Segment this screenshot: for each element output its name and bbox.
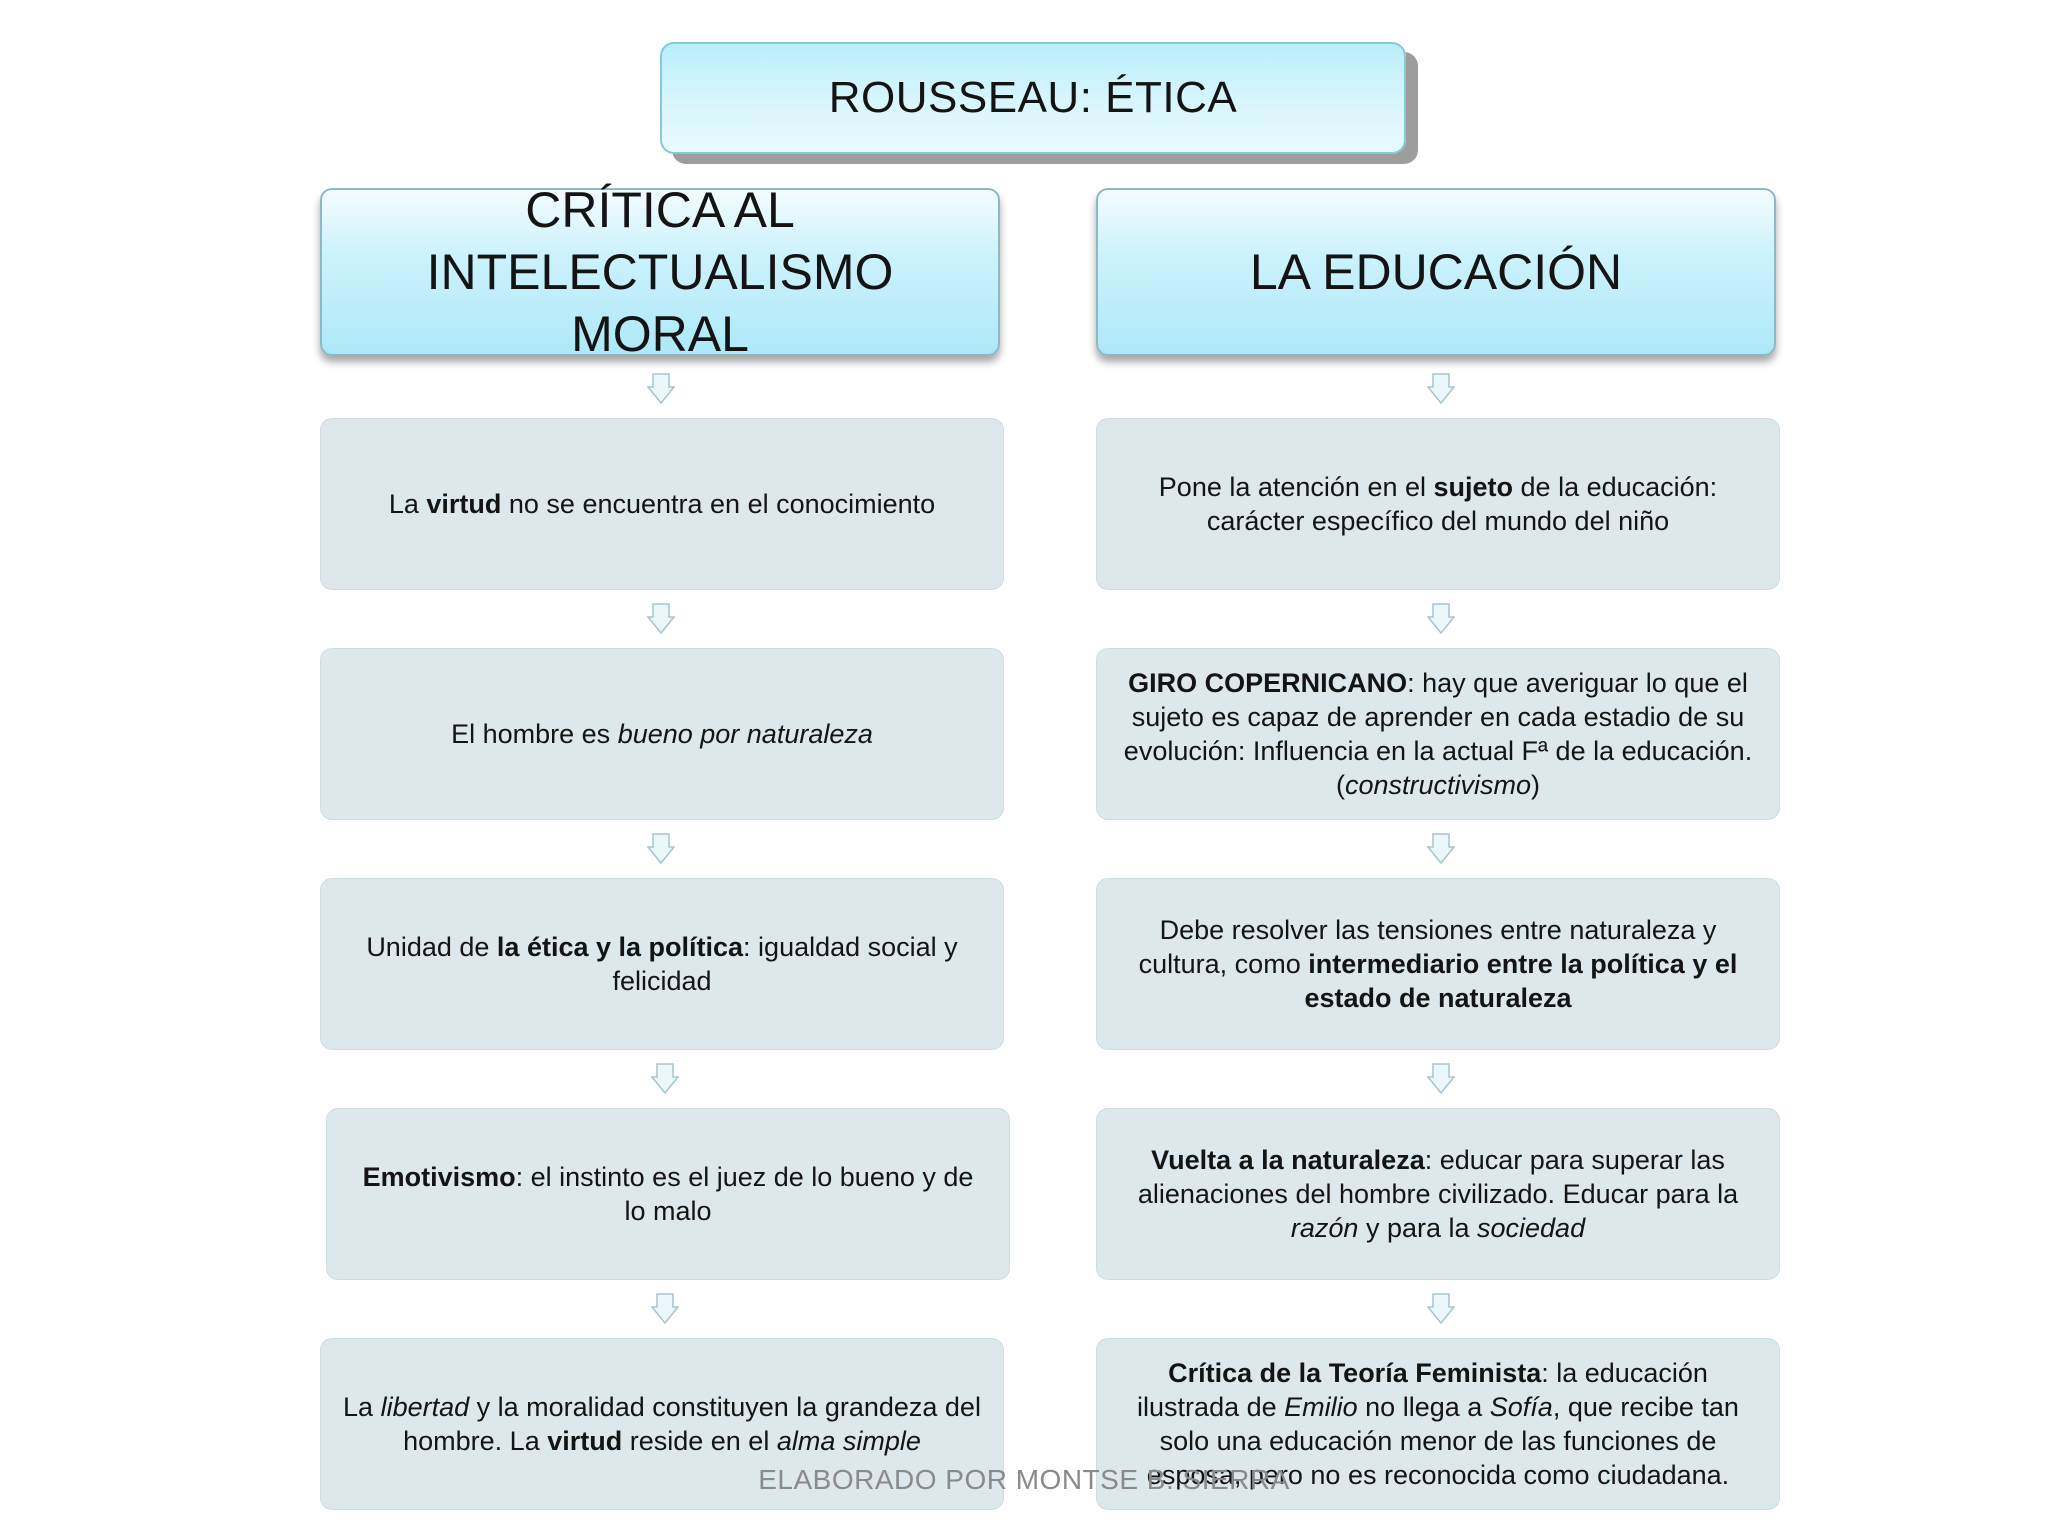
left-header-line2: INTELECTUALISMO MORAL [426, 244, 894, 362]
down-arrow-icon [1427, 603, 1455, 635]
left-box-4-text: Emotivismo: el instinto es el juez de lo bueno y de lo malo [362, 1162, 974, 1226]
author-credit: ELABORADO POR MONTSE B. SIERRA [758, 1464, 1290, 1495]
diagram-title-text: ROUSSEAU: ÉTICA [828, 73, 1238, 122]
down-arrow-icon [1427, 1063, 1455, 1095]
right-box-3 [1096, 878, 1780, 1050]
down-arrow-icon [1427, 833, 1455, 865]
down-arrow-icon [1427, 373, 1455, 405]
down-arrow-icon [647, 373, 675, 405]
down-arrow-icon [651, 1063, 679, 1095]
right-header-text: LA EDUCACIÓN [1249, 244, 1623, 300]
down-arrow-icon [647, 603, 675, 635]
right-box-4 [1096, 1108, 1780, 1280]
left-box-5-text: La libertad y la moralidad constituyen la grandeza del hombre. La virtud reside en el alma simple [343, 1392, 981, 1456]
right-box-4-text: Vuelta a la naturaleza: educar para superar las alienaciones del hombre civilizado. Educar para la razón y para la sociedad [1137, 1145, 1739, 1243]
right-column-header [1096, 188, 1776, 356]
down-arrow-icon [1427, 1293, 1455, 1325]
right-box-1 [1096, 418, 1780, 590]
right-box-3-text: Debe resolver las tensiones entre naturaleza y cultura, como intermediario entre la política y el estado de naturaleza [1138, 915, 1738, 1013]
left-box-4 [326, 1108, 1010, 1280]
left-column-header [320, 182, 1000, 362]
down-arrow-icon [651, 1293, 679, 1325]
right-box-2 [1096, 648, 1780, 820]
left-box-2-text: El hombre es bueno por naturaleza [451, 719, 873, 749]
down-arrow-icon [647, 833, 675, 865]
left-box-2 [320, 648, 1004, 820]
left-box-1-text: La virtud no se encuentra en el conocimiento [388, 489, 936, 519]
left-box-1 [320, 418, 1004, 590]
left-box-3 [320, 878, 1004, 1050]
left-box-3-text: Unidad de la ética y la política: igualdad social y felicidad [366, 932, 958, 996]
right-box-5-text: Crítica de la Teoría Feminista: la educación ilustrada de Emilio no llega a Sofía, que recibe tan solo una educación menor de las funciones de esposa, pero no es reconocida como ciudadana. [1137, 1358, 1739, 1490]
right-box-2-text: GIRO COPERNICANO: hay que averiguar lo que el sujeto es capaz de aprender en cada estadio de su evolución: Influencia en la actual Fª de la educación. (constructivismo) [1123, 668, 1753, 800]
right-box-1-text: Pone la atención en el sujeto de la educación: carácter específico del mundo del niño [1158, 472, 1718, 536]
diagram-title [660, 42, 1406, 154]
left-header-line1: CRÍTICA AL [525, 182, 795, 238]
